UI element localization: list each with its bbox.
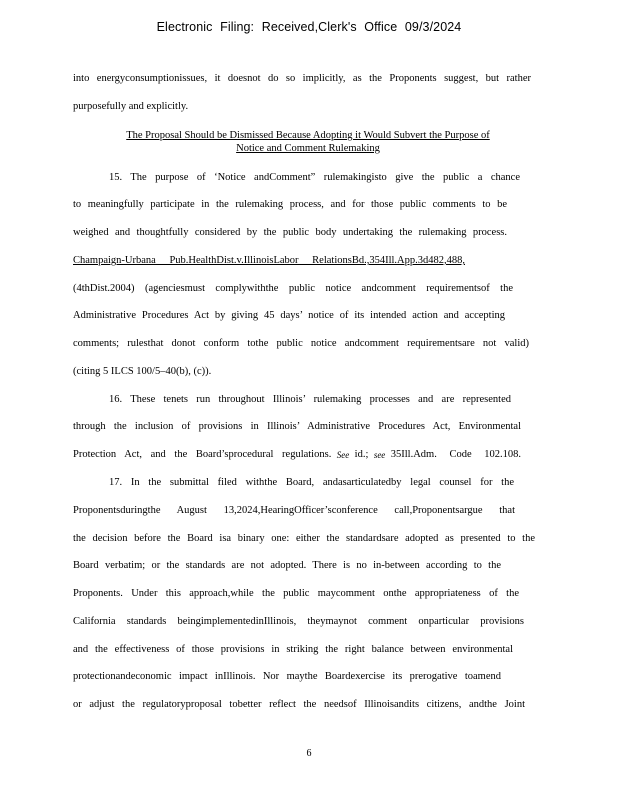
text-line: California standards beingimplementedinIllinois, theymaynot comment onparticular provisions (73, 616, 524, 627)
section-heading: Notice and Comment Rulemaking (236, 143, 380, 154)
case-citation: Champaign-Urbana Pub.HealthDist.v.IllinoisLabor RelationsBd.,354Ill.App.3d482,488, (73, 255, 465, 266)
text-segment: Protection Act, and the Board’sprocedural regulations. (73, 449, 332, 460)
text-line: comments; rulesthat donot conform tothe public notice andcomment requirementsare not valid) (73, 338, 529, 349)
text-line: to meaningfully participate in the rulemaking process, and for those public comments to be (73, 199, 507, 210)
text-segment: id.; (354, 449, 369, 460)
text-line: Proponents. Under this approach,while the public maycomment onthe appropriateness of the (73, 588, 519, 599)
text-line: Board verbatim; or the standards are not adopted. There is no in-between according to the (73, 560, 501, 571)
paragraph-15-first-line: 15. The purpose of ‘Notice andComment” rulemakingisto give the public a chance (109, 172, 520, 183)
citation-signal: See (336, 450, 350, 460)
text-line: purposefully and explicitly. (73, 101, 189, 112)
paragraph-17-first-line: 17. In the submittal filed withthe Board, andasarticulatedby legal counsel for the (109, 477, 514, 488)
text-line: or adjust the regulatoryproposal tobetter reflect the needsof Illinoisandits citizens, andthe Joint (73, 699, 525, 710)
text-line: (4thDist.2004) (agenciesmust complywiththe public notice andcomment requirementsof the (73, 283, 513, 294)
section-heading: The Proposal Should be Dismissed Because Adopting it Would Subvert the Purpose of (126, 130, 490, 141)
text-line: Proponentsduringthe August 13,2024,HearingOfficer’sconference call,Proponentsargue that (73, 505, 515, 516)
page-number: 6 (306, 748, 312, 759)
text-line-with-citations (73, 448, 521, 462)
text-line: Administrative Procedures Act by giving 45 days’ notice of its intended action and accepting (73, 310, 505, 321)
filing-stamp-header: Electronic Filing: Received,Clerk's Office 09/3/2024 (156, 20, 462, 34)
citation-signal: see (373, 450, 386, 460)
text-line: (citing 5 ILCS 100/5–40(b), (c)). (73, 366, 212, 377)
text-line: through the inclusion of provisions in Illinois’ Administrative Procedures Act, Environmental (73, 421, 521, 432)
text-line: and the effectiveness of those provisions in striking the right balance between environmental (73, 644, 513, 655)
paragraph-16-first-line: 16. These tenets run throughout Illinois’ rulemaking processes and are represented (109, 394, 511, 405)
text-line: weighed and thoughtfully considered by the public body undertaking the rulemaking process. (73, 227, 507, 238)
text-line: protectionandeconomic impact inIllinois. Nor maythe Boardexercise its prerogative toamend (73, 671, 501, 682)
text-line: the decision before the Board isa binary one: either the standardsare adopted as presented to the (73, 533, 535, 544)
text-line: into energyconsumptionissues, it doesnot do so implicitly, as the Proponents suggest, but rather (73, 73, 531, 84)
text-segment: 35Ill.Adm. Code 102.108. (390, 449, 521, 460)
